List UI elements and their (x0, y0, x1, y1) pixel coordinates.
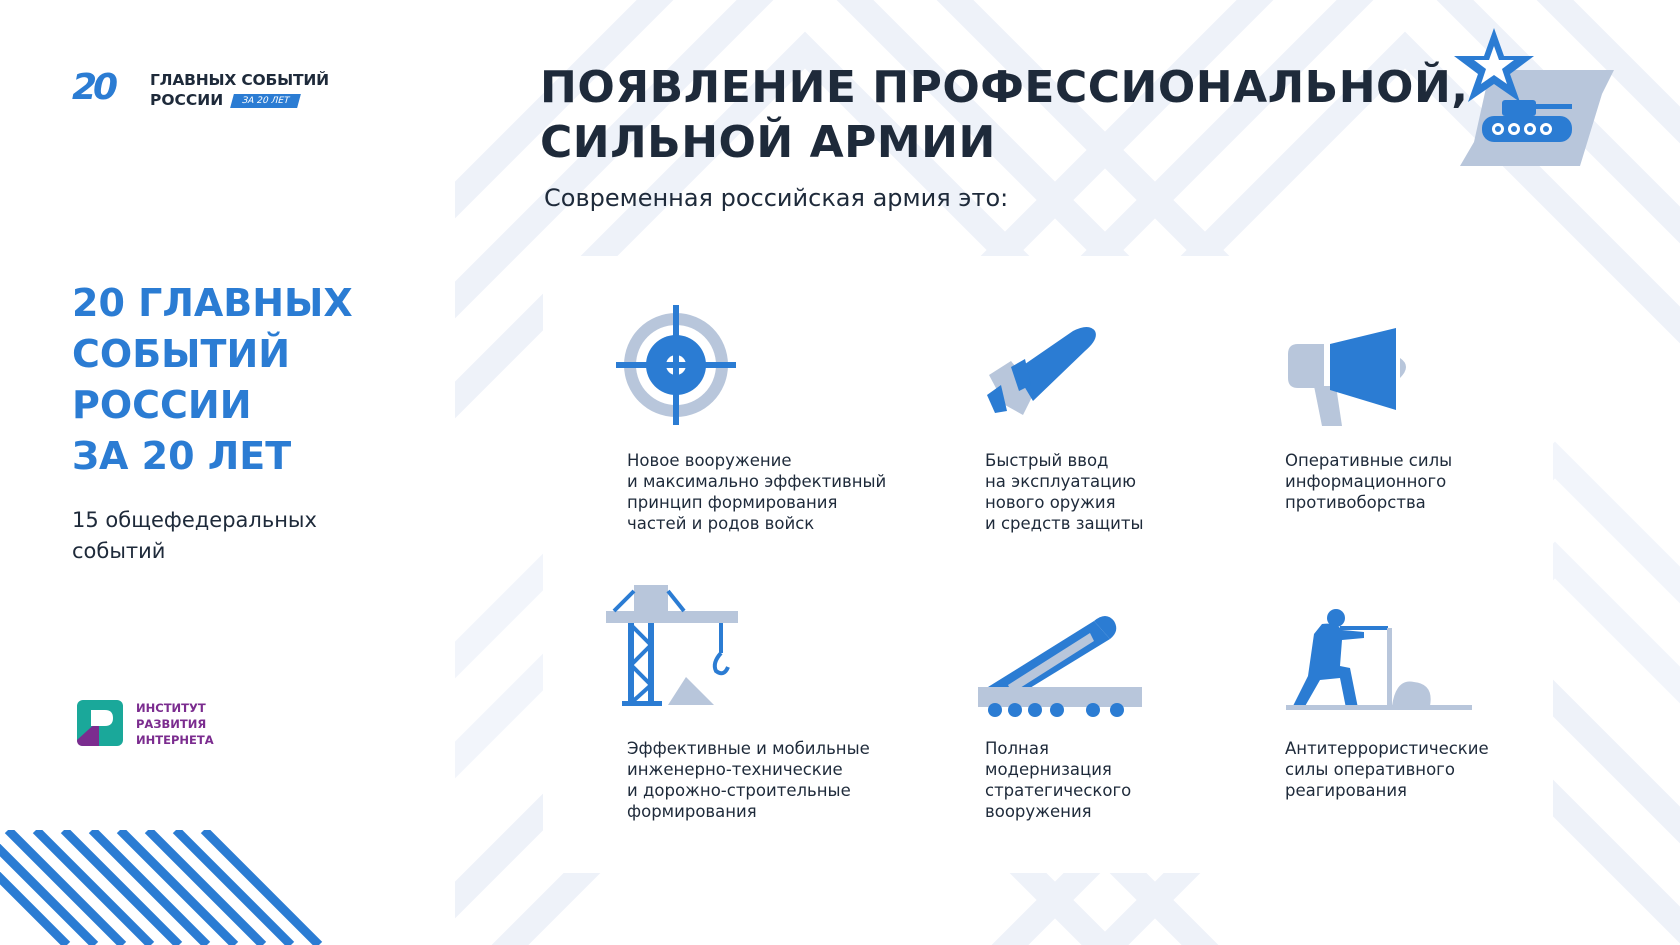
sidebar-title-line: ЗА 20 ЛЕТ (72, 434, 292, 478)
sidebar-title-line: РОССИИ (72, 383, 252, 427)
crane-icon (604, 583, 744, 708)
megaphone-icon (1284, 328, 1424, 428)
card-text: Оперативные силы информационного противоборства (1285, 451, 1453, 512)
card-text: Полная модернизация стратегического вооружения (985, 739, 1132, 821)
page-subtitle: Современная российская армия это: (544, 184, 1009, 212)
missile-launcher-icon (978, 615, 1148, 720)
card-text: Новое вооружение и максимально эффективный принцип формирования частей и родов войск (627, 451, 887, 533)
card-text: Эффективные и мобильные инженерно-технические и дорожно-строительные формирования (627, 739, 870, 821)
institute-name (136, 700, 214, 748)
decorative-stripes (0, 830, 330, 945)
logo-badge: ЗА 20 ЛЕТ (230, 94, 301, 108)
page-title-line: ПОЯВЛЕНИЕ ПРОФЕССИОНАЛЬНОЙ, (540, 62, 1469, 113)
logo-number: 20 (72, 67, 115, 108)
sidebar-subtitle-line: 15 общефедеральных (72, 508, 317, 532)
institute-line: ИНТЕРНЕТА (136, 733, 214, 747)
page-title (540, 60, 1468, 170)
sidebar-subtitle-line: событий (72, 539, 166, 563)
logo-line-2: РОССИИ (150, 91, 224, 109)
institute-icon (77, 700, 123, 746)
sidebar-subtitle (72, 505, 372, 567)
logo-line-1: ГЛАВНЫХ СОБЫТИЙ (150, 71, 329, 89)
soldier-icon (1284, 608, 1474, 713)
sidebar-title-line: 20 ГЛАВНЫХ (72, 281, 353, 325)
institute-line: ИНСТИТУТ (136, 701, 206, 715)
institute-logo (77, 700, 214, 750)
target-icon (616, 305, 741, 430)
page-title-line: СИЛЬНОЙ АРМИИ (540, 117, 996, 168)
sidebar-title (72, 278, 402, 482)
card-text: Быстрый ввод на эксплуатацию нового оружия и средств защиты (985, 451, 1144, 533)
sidebar-title-line: СОБЫТИЙ (72, 332, 291, 376)
army-star-tank-icon (1452, 28, 1622, 168)
card-text: Антитеррористические силы оперативного реагирования (1285, 739, 1489, 800)
missile-icon (985, 325, 1105, 420)
institute-line: РАЗВИТИЯ (136, 717, 207, 731)
